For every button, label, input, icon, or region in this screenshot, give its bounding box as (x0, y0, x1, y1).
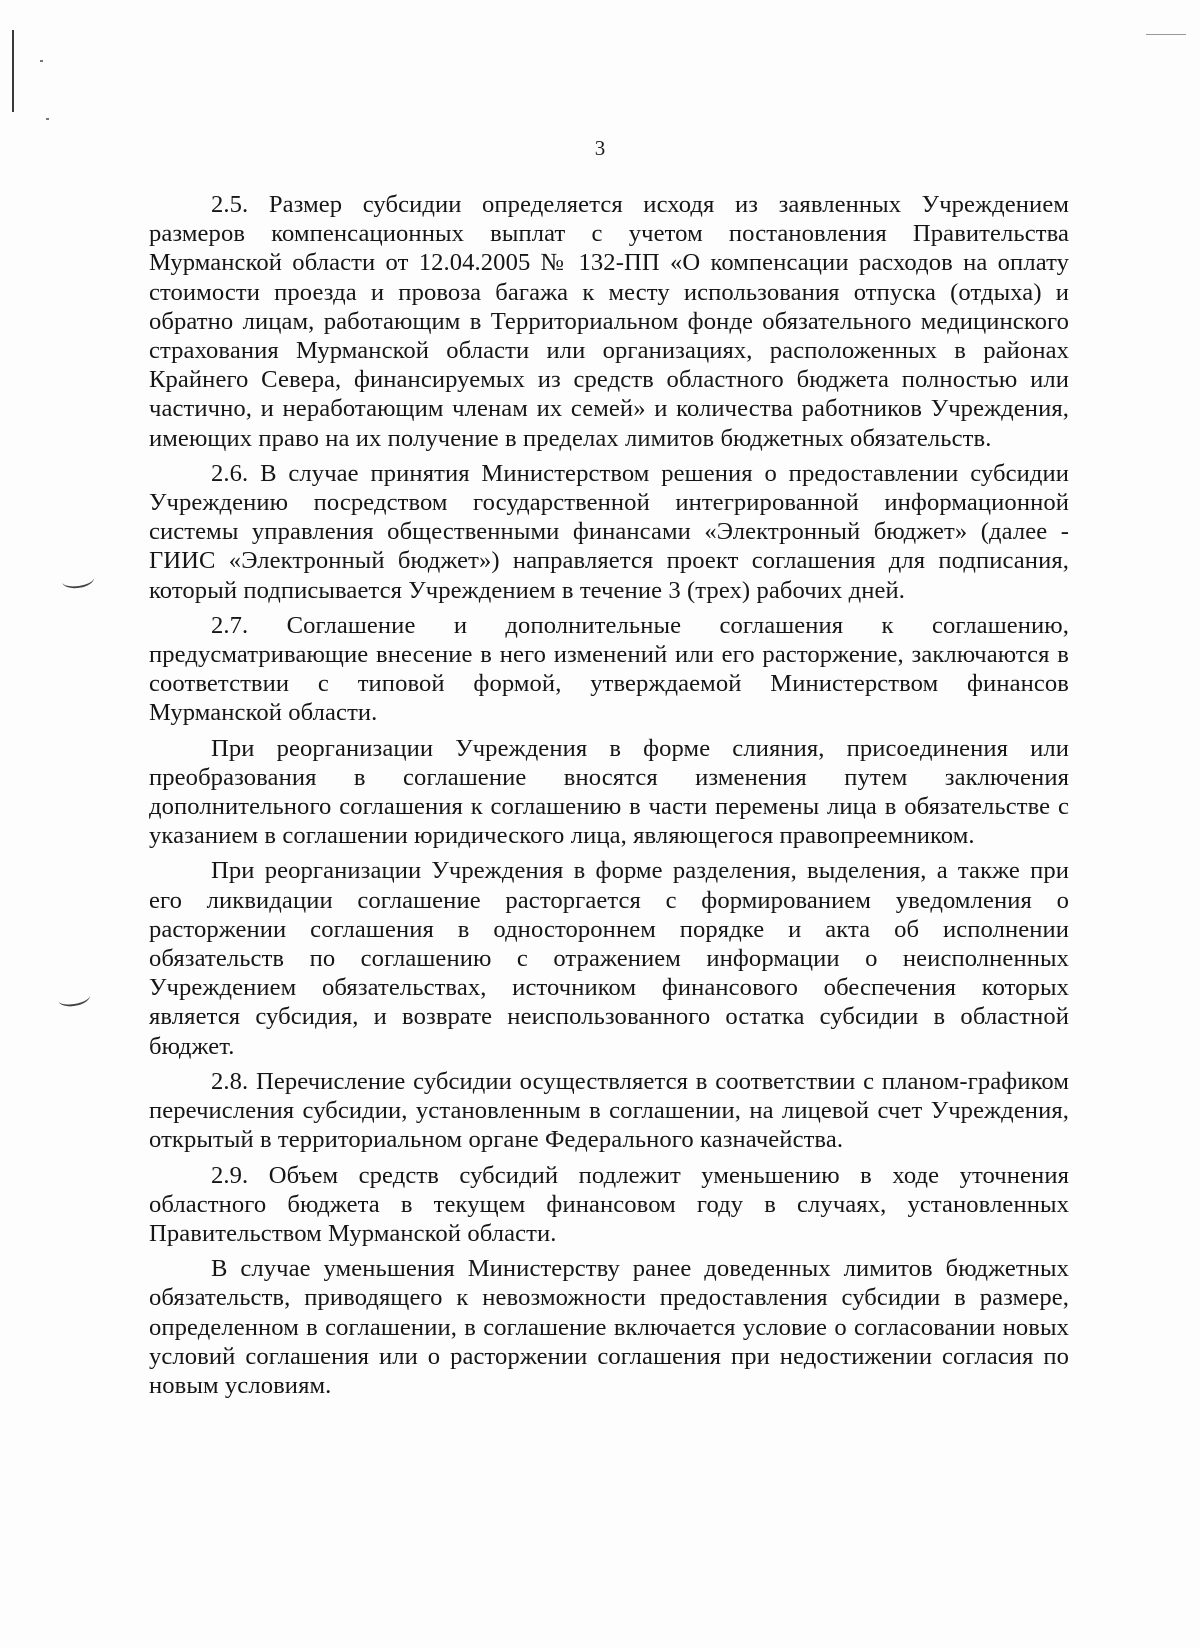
punch-hole-mark (61, 570, 95, 590)
paragraph-limit-reduction: В случае уменьшения Министерству ранее доведенных лимитов бюджетных обязательств, приводящего к невозможности предоставления субсидии в размере, определенном в соглашении, в соглашение включается условие о согласовании новых условий соглашения или о расторжении соглашения при недостижении согласия по новым условиям. (149, 1255, 1069, 1399)
paragraph-2-5: 2.5. Размер субсидии определяется исходя из заявленных Учреждением размеров компенсационных выплат с учетом постановления Правительства Мурманской области от 12.04.2005 № 132-ПП «О компенсации расходов на оплату стоимости проезда и провоза багажа к месту использования отпуска (отдыха) и обратно лицам, работающим в Территориальном фонде обязательного медицинского страхования Мурманской области или организациях, расположенных в районах Крайнего Севера, финансируемых из средств областного бюджета полностью или частично, и неработающим членам их семей» и количества работников Учреждения, имеющих право на их получение в пределах лимитов бюджетных обязательств. (149, 191, 1069, 452)
paragraph-2-7: 2.7. Соглашение и дополнительные соглашения к соглашению, предусматривающие внесение в него изменений или его расторжение, заключаются в соответствии с типовой формой, утверждаемой Министерством финансов Мурманской области. (149, 611, 1069, 727)
page-number: 3 (594, 136, 606, 160)
scan-binding-line (12, 30, 14, 112)
scan-dot (46, 118, 49, 120)
paragraph-reorganization-split: При реорганизации Учреждения в форме разделения, выделения, а также при его ликвидации соглашение расторгается с формированием уведомления о расторжении соглашения в одностороннем порядке и акта об исполнении обязательств по соглашению с отражением информации о неисполненных Учреждением обязательствах, источником финансового обеспечения которых является субсидия, и возврате неиспользованного остатка субсидии в областной бюджет. (149, 857, 1069, 1060)
scan-dot (40, 60, 43, 62)
paragraph-2-9: 2.9. Объем средств субсидий подлежит уменьшению в ходе уточнения областного бюджета в текущем финансовом году в случаях, установленных Правительством Мурманской области. (149, 1161, 1069, 1247)
punch-hole-mark (57, 987, 91, 1008)
document-body (149, 190, 1069, 1400)
paragraph-reorganization-merge: При реорганизации Учреждения в форме слияния, присоединения или преобразования в соглашение вносятся изменения путем заключения дополнительного соглашения к соглашению в части перемены лица в обязательстве с указанием в соглашении юридического лица, являющегося правопреемником. (149, 734, 1069, 850)
scan-edge-line (1146, 34, 1186, 35)
paragraph-2-8: 2.8. Перечисление субсидии осуществляется в соответствии с планом-графиком перечисления субсидии, установленным в соглашении, на лицевой счет Учреждения, открытый в территориальном органе Федерального казначейства. (149, 1067, 1069, 1154)
paragraph-2-6: 2.6. В случае принятия Министерством решения о предоставлении субсидии Учреждению посредством государственной интегрированной информационной системы управления общественными финансами «Электронный бюджет» (далее - ГИИС «Электронный бюджет») направляется проект соглашения для подписания, который подписывается Учреждением в течение 3 (трех) рабочих дней. (149, 459, 1069, 604)
